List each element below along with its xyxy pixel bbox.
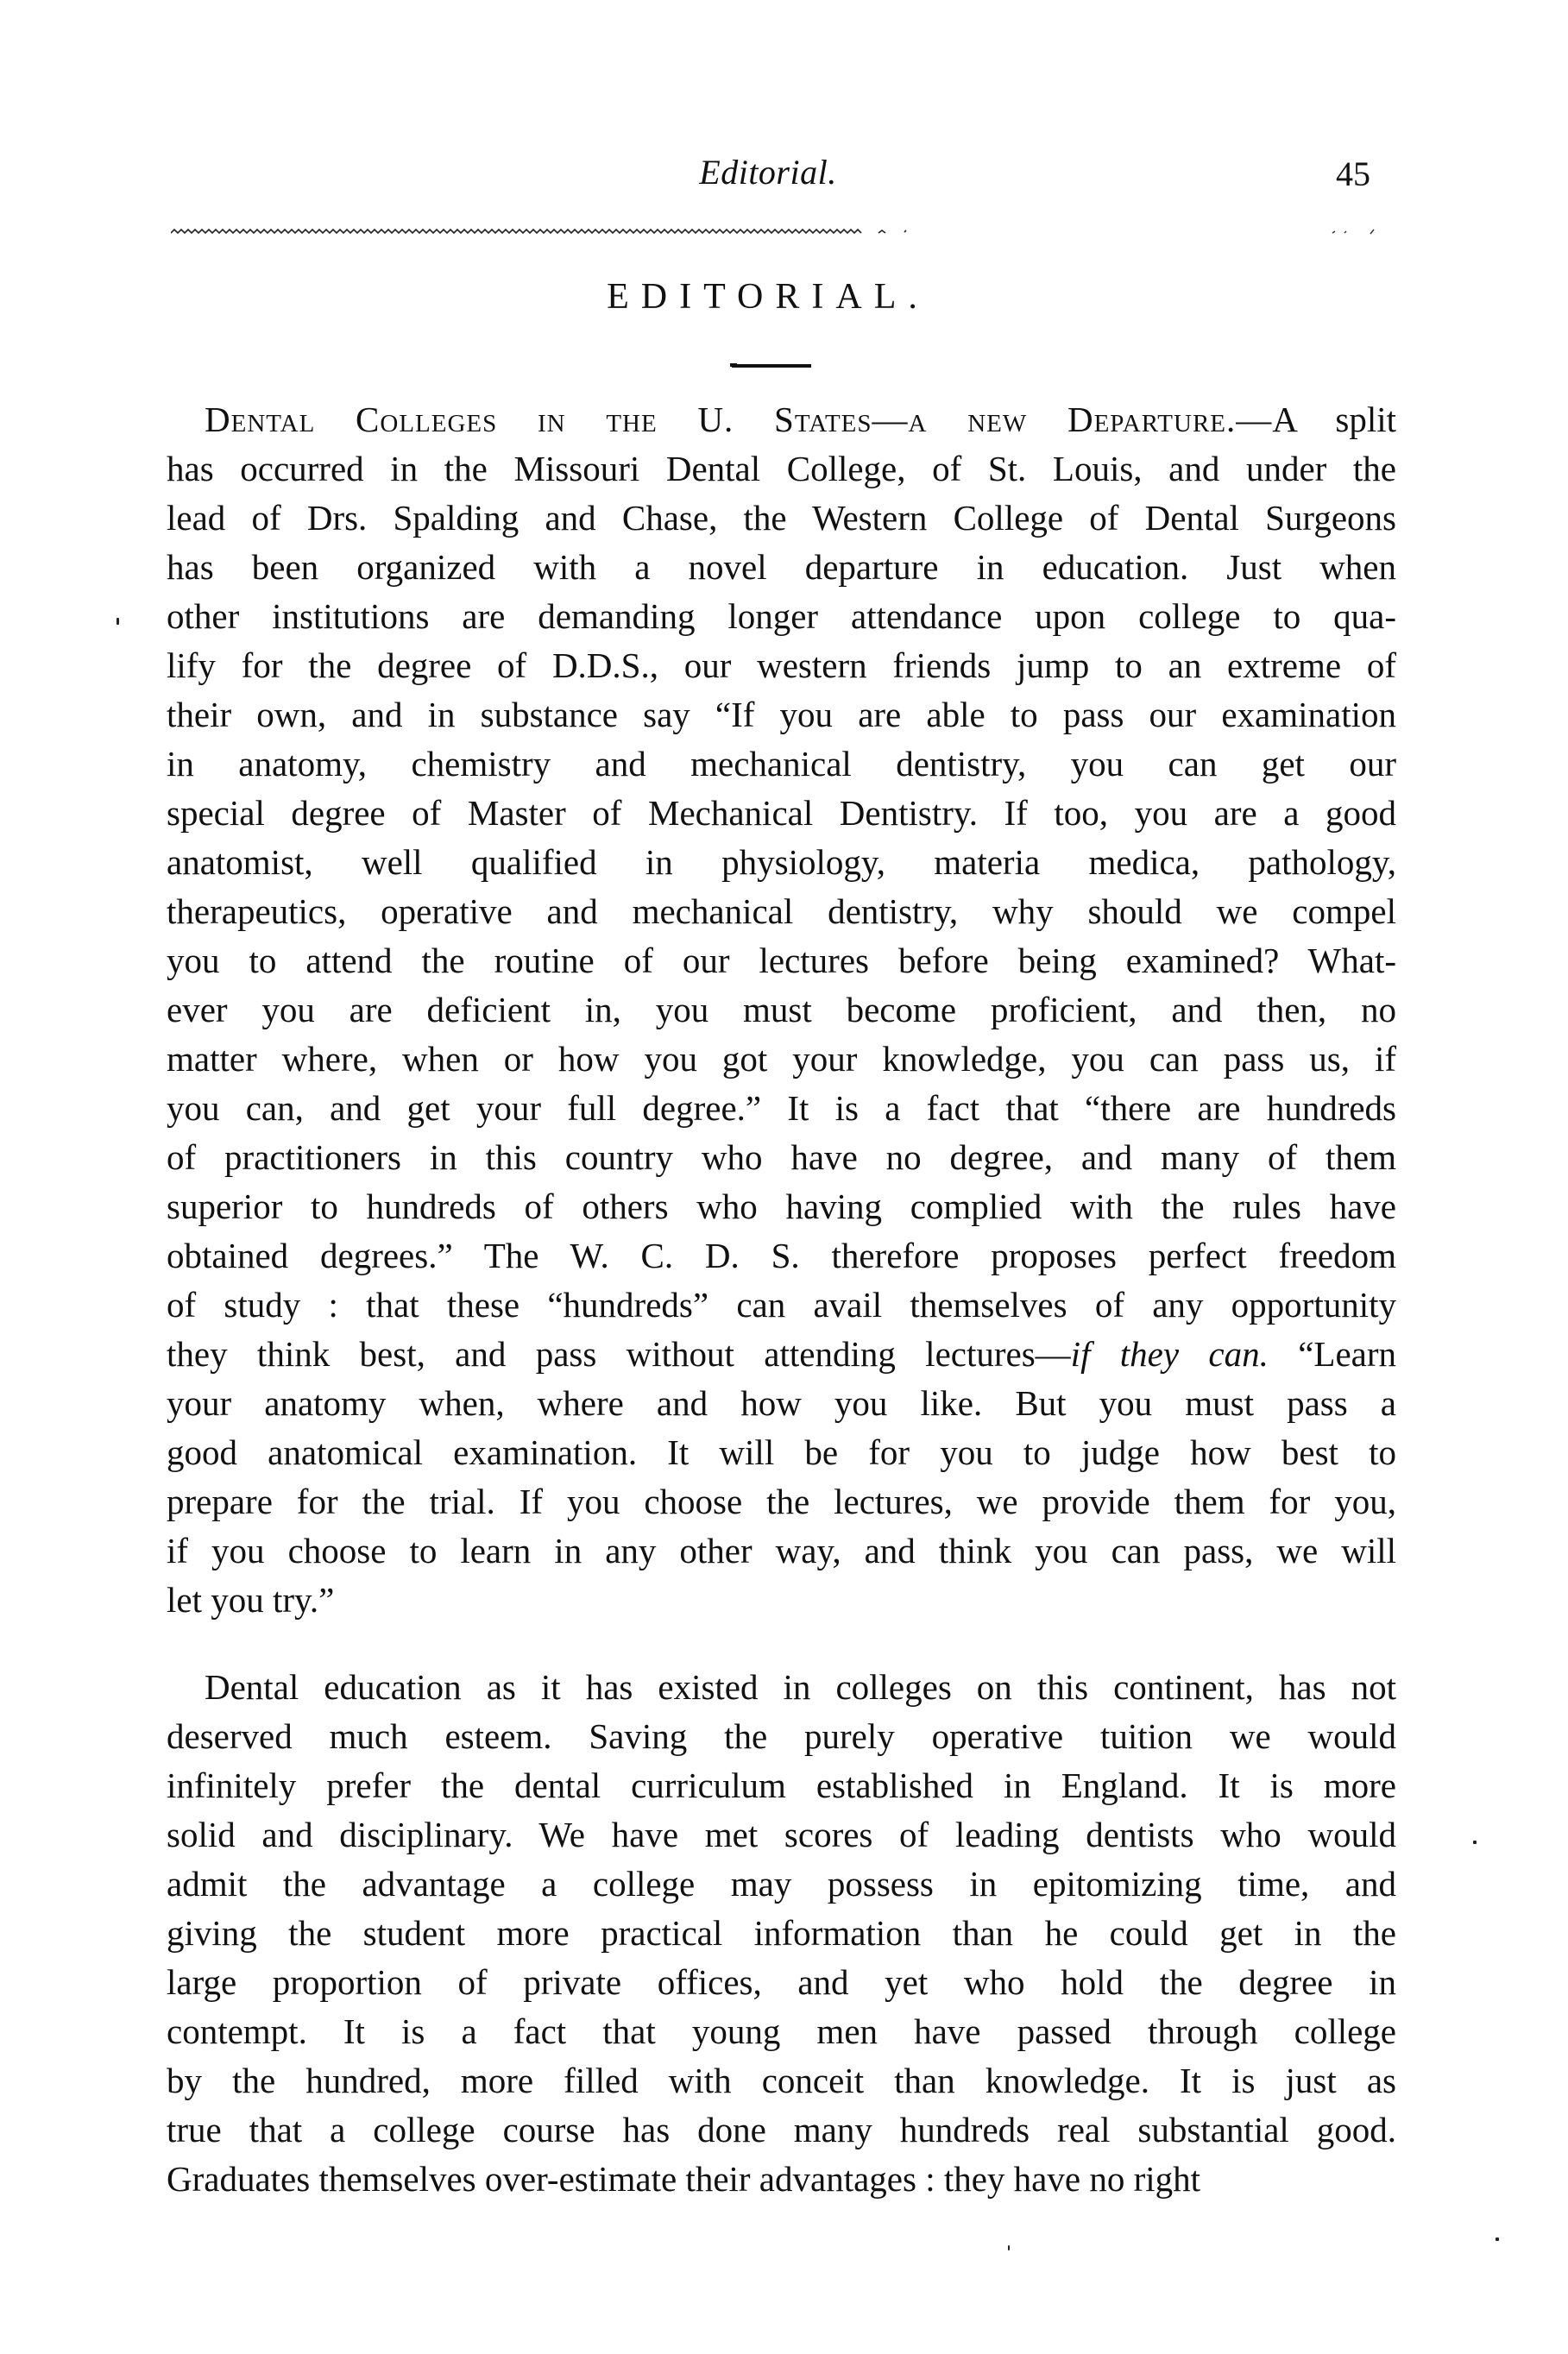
text-line	[167, 444, 1396, 494]
line-text: anatomist, well qualified in physiology, materia medica, pathology,	[167, 842, 1396, 882]
line-text: your anatomy when, where and how you like. But you must pass a	[167, 1383, 1396, 1423]
text-line	[167, 1281, 1396, 1330]
line-text: Graduates themselves over-estimate their advantages : they have no right	[167, 2159, 1201, 2199]
text-line	[167, 1810, 1396, 1860]
line-text: infinitely prefer the dental curriculum established in England. It is more	[167, 1766, 1396, 1805]
running-head-title: Editorial.	[699, 153, 837, 192]
line-text: let you try.”	[167, 1580, 335, 1620]
line-text: their own, and in substance say “If you are able to pass our examination	[167, 695, 1396, 734]
line-text: giving the student more practical information than he could get in the	[167, 1913, 1396, 1953]
emphasis-text: if they can.	[1070, 1334, 1269, 1374]
text-line	[167, 1084, 1396, 1133]
line-text: lead of Drs. Spalding and Chase, the Western College of Dental Surgeons	[167, 498, 1396, 538]
line-text-tail: “Learn	[1268, 1334, 1397, 1374]
line-text: prepare for the trial. If you choose the lectures, we provide them for you,	[167, 1482, 1396, 1521]
line-text: contempt. It is a fact that young men have passed through college	[167, 2011, 1396, 2051]
line-text: superior to hundreds of others who having complied with the rules have	[167, 1186, 1396, 1226]
text-line	[167, 1035, 1396, 1084]
line-text: A split	[1272, 400, 1396, 439]
line-text: therapeutics, operative and mechanical dentistry, why should we compel	[167, 891, 1396, 931]
paragraph-gap	[167, 1625, 1396, 1663]
line-text: other institutions are demanding longer attendance upon college to qua-	[167, 596, 1396, 636]
scan-speck	[1008, 2245, 1010, 2250]
text-line	[167, 740, 1396, 789]
text-line	[167, 1231, 1396, 1281]
text-line	[167, 936, 1396, 985]
line-text: matter where, when or how you got your knowledge, you can pass us, if	[167, 1039, 1396, 1079]
line-text: solid and disciplinary. We have met scores of leading dentists who would	[167, 1815, 1396, 1854]
text-line	[167, 887, 1396, 936]
line-text: true that a college course has done many hundreds real substantial good.	[167, 2110, 1396, 2149]
page-number: 45	[1336, 154, 1370, 193]
text-line	[167, 641, 1396, 690]
line-text: if you choose to learn in any other way, and think you can pass, we will	[167, 1531, 1396, 1570]
text-line	[167, 2155, 1396, 2204]
line-text: by the hundred, more filled with conceit than knowledge. It is just as	[167, 2061, 1396, 2100]
line-text: lify for the degree of D.D.S., our western friends jump to an extreme of	[167, 645, 1396, 685]
line-text: you can, and get your full degree.” It is a fact that “there are hundreds	[167, 1088, 1396, 1128]
text-line	[167, 494, 1396, 543]
text-line	[167, 789, 1396, 838]
text-line	[167, 2105, 1396, 2155]
line-text: deserved much esteem. Saving the purely operative tuition we would	[167, 1716, 1396, 1756]
text-line	[167, 1860, 1396, 1909]
line-text: of practitioners in this country who have no degree, and many of them	[167, 1137, 1396, 1177]
text-line	[167, 1428, 1396, 1477]
line-text: obtained degrees.” The W. C. D. S. therefore proposes perfect freedom	[167, 1236, 1396, 1275]
line-text: in anatomy, chemistry and mechanical dentistry, you can get our	[167, 744, 1396, 784]
line-text: special degree of Master of Mechanical Dentistry. If too, you are a good	[167, 793, 1396, 833]
line-text: of study : that these “hundreds” can avail themselves of any opportunity	[167, 1285, 1396, 1325]
wavy-rule	[171, 226, 930, 236]
paragraph-1	[167, 395, 1396, 1625]
line-text: large proportion of private offices, and yet who hold the degree in	[167, 1962, 1396, 2002]
paragraph-2	[167, 1663, 1396, 2204]
text-line	[167, 1909, 1396, 1958]
line-text: admit the advantage a college may possess in epitomizing time, and	[167, 1864, 1396, 1904]
scan-speck	[1496, 2238, 1499, 2241]
text-line	[167, 985, 1396, 1035]
text-line	[167, 1526, 1396, 1576]
text-line	[167, 1712, 1396, 1761]
wavy-rule-tail	[1329, 226, 1381, 236]
text-line	[167, 838, 1396, 887]
line-text: ever you are deficient in, you must become proficient, and then, no	[167, 990, 1396, 1029]
text-line	[167, 395, 1396, 444]
text-line	[167, 2007, 1396, 2056]
text-line	[167, 1958, 1396, 2007]
text-line	[167, 1379, 1396, 1428]
text-line	[167, 2056, 1396, 2105]
text-line	[167, 1663, 1396, 1712]
text-line	[167, 1182, 1396, 1231]
scan-speck	[1473, 1841, 1477, 1844]
article-heading: Dental Colleges in the U. States—a new Departure.—	[205, 400, 1273, 439]
line-text: Dental education as it has existed in colleges on this continent, has not	[205, 1667, 1396, 1707]
section-divider	[732, 364, 811, 368]
line-text: good anatomical examination. It will be for you to judge how best to	[167, 1432, 1396, 1472]
article-body	[167, 395, 1396, 2204]
line-text: has occurred in the Missouri Dental College, of St. Louis, and under the	[167, 449, 1396, 488]
line-text: they think best, and pass without attending lectures—	[167, 1334, 1071, 1374]
text-line	[167, 1330, 1396, 1379]
line-text: you to attend the routine of our lectures before being examined? What-	[167, 941, 1396, 980]
running-head	[0, 152, 1568, 200]
section-title: EDITORIAL.	[607, 277, 929, 317]
text-line	[167, 592, 1396, 641]
text-line	[167, 1133, 1396, 1182]
text-line	[167, 1761, 1396, 1810]
text-line	[167, 1477, 1396, 1526]
text-line	[167, 1576, 1396, 1625]
line-text: has been organized with a novel departure in education. Just when	[167, 547, 1396, 587]
text-line	[167, 543, 1396, 592]
text-line	[167, 690, 1396, 740]
scan-speck	[116, 618, 119, 625]
